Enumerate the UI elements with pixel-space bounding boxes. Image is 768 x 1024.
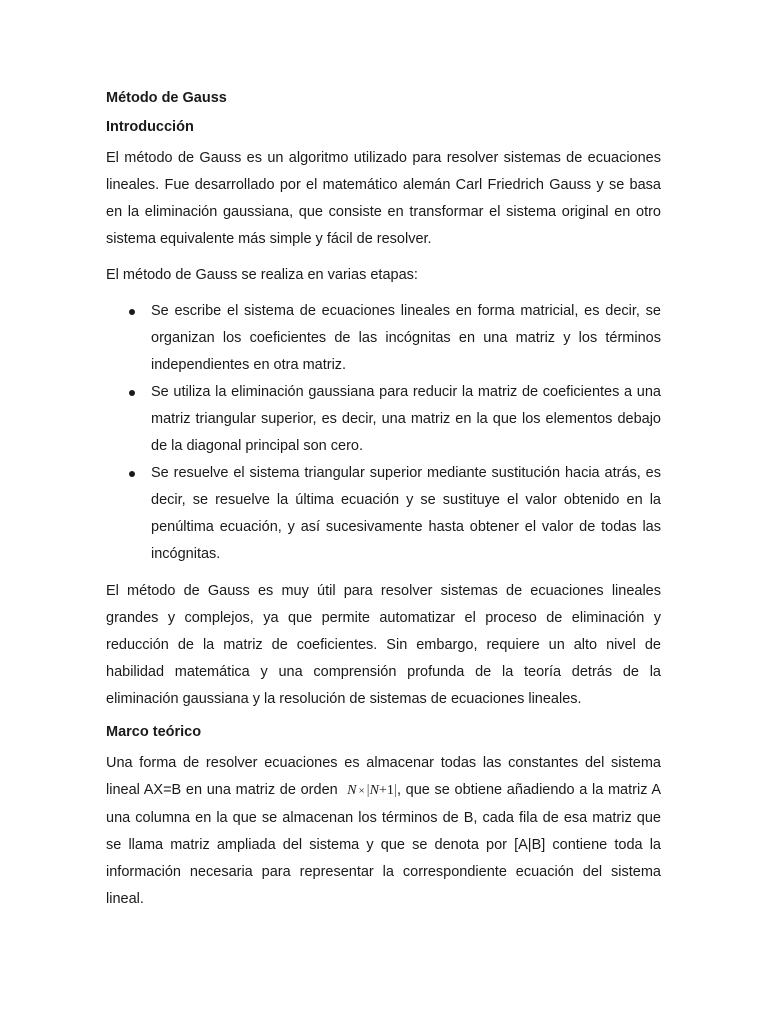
closing-paragraph: El método de Gauss es muy útil para resolver sistemas de ecuaciones lineales grandes y complejos, ya que permite automatizar el proceso de eliminación y reducción de la matriz de coeficientes. Sin embargo, requiere un alto nivel de habilidad matemática y una comprensión profunda de la teoría detrás de la eliminación gaussiana y la resolución de sistemas de ecuaciones lineales. bbox=[106, 583, 661, 707]
formula-plus-one: +1 bbox=[379, 783, 394, 798]
marco-paragraph bbox=[106, 750, 661, 913]
formula-close-bar: | bbox=[393, 782, 397, 798]
list-item bbox=[106, 379, 661, 460]
document-page bbox=[106, 88, 661, 913]
document-title: Método de Gauss bbox=[106, 90, 227, 106]
section-heading-introduccion: Introducción bbox=[106, 119, 194, 135]
section-heading-marco-teorico: Marco teórico bbox=[106, 724, 202, 740]
formula-n: N bbox=[347, 783, 357, 798]
list-item-text: Se resuelve el sistema triangular superior mediante sustitución hacia atrás, es decir, se resuelve la última ecuación y se sustituye el valor obtenido en la penúltima ecuación, y así sucesivamente hasta obtener el valor de todas las incógnitas. bbox=[151, 465, 661, 562]
marco-text-after: , que se obtiene añadiendo a la matriz A una columna en la que se almacenan los términos de B, cada fila de esa matriz que se llama matriz ampliada del sistema y que se denota por [A|B] contiene toda la información necesaria para representar la correspondiente ecuación del sistema lineal. bbox=[106, 782, 662, 907]
matrix-order-formula bbox=[347, 783, 397, 798]
stages-list bbox=[106, 298, 661, 568]
intro-paragraph: El método de Gauss es un algoritmo utilizado para resolver sistemas de ecuaciones lineales. Fue desarrollado por el matemático alemán Carl Friedrich Gauss y se basa en la eliminación gaussiana, que consiste en transformar el sistema original en otro sistema equivalente más simple y fácil de resolver. bbox=[106, 150, 661, 247]
list-item-text: Se utiliza la eliminación gaussiana para reducir la matriz de coeficientes a una matriz triangular superior, es decir, una matriz en la que los elementos debajo de la diagonal principal son cero. bbox=[151, 384, 661, 454]
list-item-text: Se escribe el sistema de ecuaciones lineales en forma matricial, es decir, se organizan los coeficientes de las incógnitas en una matriz y los términos independientes en otra matriz. bbox=[151, 303, 661, 373]
formula-open-bar: | bbox=[366, 782, 370, 798]
bullet-icon bbox=[129, 390, 135, 396]
bullet-icon bbox=[129, 309, 135, 315]
bullet-icon bbox=[129, 471, 135, 477]
list-item bbox=[106, 460, 661, 568]
formula-times: × bbox=[358, 785, 365, 797]
stages-intro-paragraph: El método de Gauss se realiza en varias etapas: bbox=[106, 267, 418, 283]
list-item bbox=[106, 298, 661, 379]
formula-n: N bbox=[369, 783, 380, 798]
marco-text-before: Una forma de resolver ecuaciones es almacenar todas las constantes del sistema lineal AX=B en una matriz de orden bbox=[106, 755, 661, 798]
